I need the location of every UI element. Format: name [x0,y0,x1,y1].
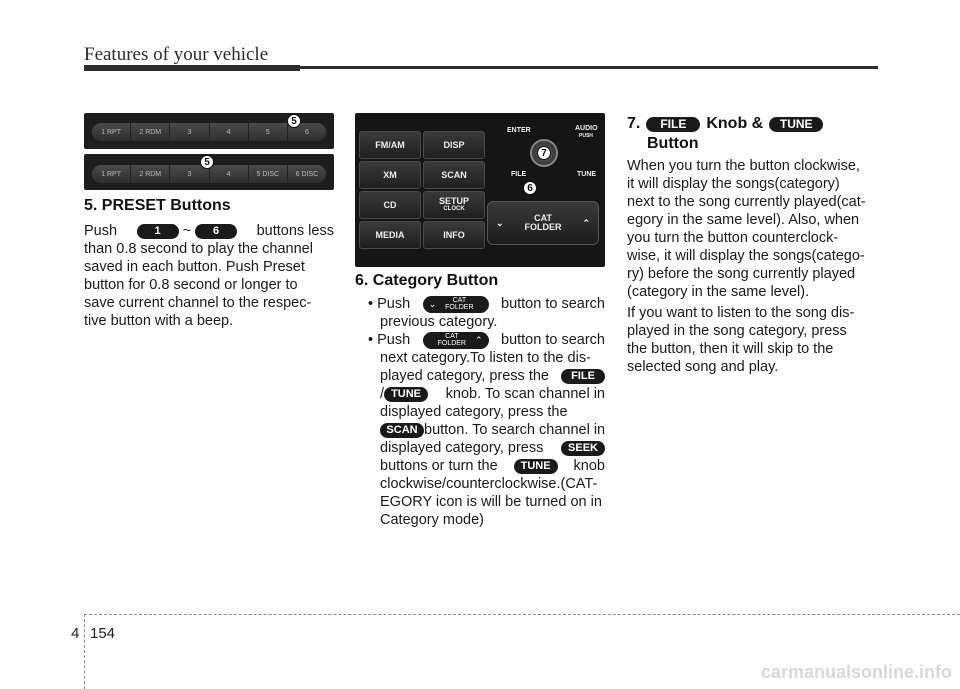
text-run: save current channel to the respec- [84,295,312,311]
preset-panel-top [84,113,334,149]
text-run: • Push [368,296,411,312]
text-run: button. To search channel in [424,422,606,438]
cat-label: CAT [445,333,459,340]
text-run: • Push [368,332,411,348]
tune-label: TUNE [577,171,597,178]
seek-badge: SEEK [561,441,605,456]
text-line [627,175,879,193]
text-line: (category in the same level). [627,284,810,300]
text-run: button to search [501,296,605,312]
cat-folder-label [525,214,562,232]
text-run: When you turn the button clockwise, [627,158,860,174]
text-line [368,421,605,439]
scan-key: SCAN [423,161,485,189]
text-line [368,439,605,457]
cat-folder-up-badge [423,332,489,349]
fm-am-key: FM/AM [359,131,421,159]
preset-key: 5 [249,123,288,141]
tune-badge: TUNE [514,459,558,474]
media-key: MEDIA [359,221,421,249]
preset-key: 3 [170,123,209,141]
preset-key: 1 RPT [92,165,131,183]
text-line [368,493,605,511]
clock-label: CLOCK [443,206,465,212]
text-run: buttons less [256,223,334,239]
preset-6-badge: 6 [195,224,237,239]
text-line [627,157,879,175]
cat-folder-label [436,297,482,311]
text-line [368,367,605,385]
preset-key: 4 [210,123,249,141]
text-line [627,265,879,283]
folder-label: FOLDER [524,222,562,232]
text-line: Category mode) [380,512,484,528]
file-badge: FILE [561,369,605,384]
preset-key: 6 [288,123,326,141]
preset-key: 2 RDM [131,165,170,183]
text-run: knob [573,458,605,474]
text-run: buttons or turn the [380,458,498,474]
folder-label: FOLDER [445,304,474,311]
text-run: EGORY icon is will be turned on in [380,494,602,510]
section-7-title [627,114,823,154]
callout-marker: 6 [523,181,537,195]
chevron-down-icon: ⌄ [496,217,504,228]
text-run: button for 0.8 second or longer to [84,277,298,293]
text-line [84,294,334,312]
enter-label: ENTER [507,127,531,134]
cat-label: CAT [452,297,467,304]
cat-folder-label [429,333,475,347]
text-line [368,403,605,421]
text-run: it will display the songs(category) [627,176,840,192]
text-run: next category.To listen to the dis- [380,350,591,366]
text-run: ~ [182,223,192,239]
text-line [368,385,605,403]
callout-marker: 7 [537,146,551,160]
callout-marker: 5 [287,114,301,128]
section-6-body [368,295,605,529]
preset-key: 1 RPT [92,123,131,141]
audio-label: AUDIO [575,125,598,132]
text-line [627,211,879,229]
text-line [627,340,879,358]
text-line: previous category. [380,314,498,330]
setup-key [423,191,485,219]
cat-folder-key [487,201,599,245]
footer-divider [84,614,85,689]
footer-rule [84,614,960,615]
tune-badge: TUNE [769,117,823,132]
text-run: 7. [627,115,641,132]
section-6-title: 6. Category Button [355,272,499,289]
badge-group [137,222,237,240]
text-run: played in the song category, press [627,323,847,339]
section-7-title-line1 [627,114,823,134]
chevron-up-icon: ⌃ [475,334,483,345]
tune-badge: TUNE [384,387,428,402]
preset-key: 4 [210,165,249,183]
xm-key: XM [359,161,421,189]
preset-key: 2 RDM [131,123,170,141]
text-run: displayed category, press the [380,404,568,420]
cd-key: CD [359,191,421,219]
text-line [368,295,605,313]
text-run: If you want to listen to the song dis- [627,305,855,321]
text-run: displayed category, press [380,440,544,456]
callout-marker: 5 [200,155,214,169]
text-line [627,322,879,340]
text-line [627,229,879,247]
chapter-number: 4 [71,625,80,642]
file-label: FILE [511,171,527,178]
section-7-para-2 [627,304,879,376]
text-line [84,258,334,276]
text-run: Push [84,223,118,239]
badge-group [380,385,428,403]
section-5-title: 5. PRESET Buttons [84,197,231,214]
text-run: egory in the same level). Also, when [627,212,860,228]
text-line [627,304,879,322]
preset-1-badge: 1 [137,224,179,239]
disp-key: DISP [423,131,485,159]
preset-key: 3 [170,165,209,183]
text-line: tive button with a beep. [84,313,234,329]
setup-label: SETUP [438,196,469,206]
text-line [368,475,605,493]
section-7-title-line2: Button [647,135,699,152]
text-line [368,349,605,367]
text-run: the button, then it will skip to the [627,341,834,357]
text-run: clockwise/counterclockwise.(CAT- [380,476,598,492]
info-key: INFO [423,221,485,249]
section-7-para-1 [627,157,879,301]
text-line [368,331,605,349]
chevron-up-icon: ⌃ [582,217,590,228]
text-run: next to the song currently played(cat- [627,194,866,210]
text-run: / [380,386,385,402]
radio-control-panel [355,113,605,267]
text-line [368,457,605,475]
text-run: knob. To scan channel in [445,386,605,402]
text-line: selected song and play. [627,359,779,375]
text-run: saved in each button. Push Preset [84,259,305,275]
folder-label: FOLDER [437,340,466,347]
section-5-body [84,222,334,330]
text-run: than 0.8 second to play the channel [84,241,313,257]
cat-label: CAT [534,213,552,223]
text-run: button to search [501,332,605,348]
page-number: 154 [90,625,116,642]
watermark: carmanualsonline.info [760,662,952,682]
scan-badge: SCAN [380,423,424,438]
preset-panel-bottom [84,154,334,190]
header-rule-accent [84,65,300,71]
text-run: Knob & [706,115,764,132]
text-run: ry) before the song currently played [627,266,856,282]
text-run: played category, press the [380,368,549,384]
file-badge: FILE [646,117,700,132]
page-header-title: Features of your vehicle [84,44,269,65]
text-run: wise, it will display the songs(catego- [627,248,865,264]
preset-key: 5 DISC [249,165,288,183]
text-line [84,240,334,258]
preset-key: 6 DISC [288,165,326,183]
text-line [627,247,879,265]
cat-folder-down-badge [423,296,489,313]
text-line [84,276,334,294]
text-line [84,222,334,240]
chevron-down-icon: ⌄ [428,298,437,309]
text-line [627,193,879,211]
text-run: you turn the button counterclock- [627,230,839,246]
push-label: PUSH [579,133,593,139]
